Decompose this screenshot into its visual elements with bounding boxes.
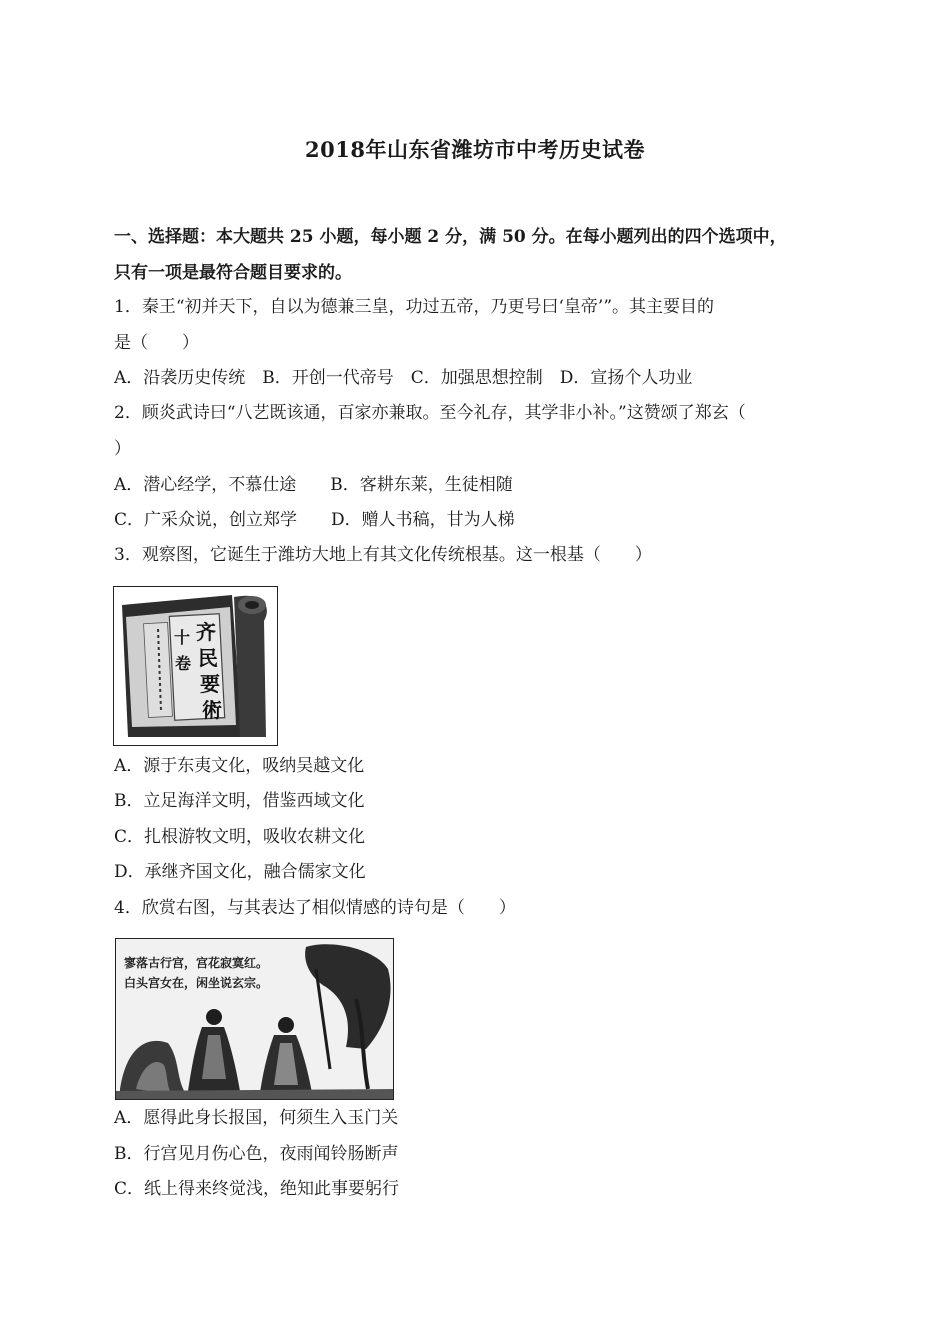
palace-ladies-illustration bbox=[116, 939, 393, 1099]
q2-options-row1: A．潜心经学，不慕仕途 B．客耕东莱，生徒相随 bbox=[114, 475, 513, 495]
q2-stem-line2: ） bbox=[114, 439, 131, 459]
book-title-char-4: 術 bbox=[202, 698, 222, 722]
q4-option-a: A．愿得此身长报国，何须生入玉门关 bbox=[114, 1108, 399, 1128]
book-title-char-3: 要 bbox=[200, 672, 220, 696]
poem-line-1: 寥落古行宫，宫花寂寞红。 bbox=[124, 956, 269, 970]
q4-option-b: B．行宫见月伤心色，夜雨闻铃肠断声 bbox=[114, 1144, 399, 1164]
q3-option-a: A．源于东夷文化，吸纳吴越文化 bbox=[114, 756, 365, 776]
q3-option-c: C．扎根游牧文明，吸收农耕文化 bbox=[114, 827, 366, 847]
page-title: 2018年山东省潍坊市中考历史试卷 bbox=[305, 137, 645, 162]
q1-options: A．沿袭历史传统 B．开创一代帝号 C．加强思想控制 D．宣扬个人功业 bbox=[114, 368, 693, 388]
section-heading-line2: 只有一项是最符合题目要求的。 bbox=[114, 263, 352, 283]
book-title-char-1: 齐 bbox=[196, 620, 216, 644]
book-title-char-2: 民 bbox=[198, 646, 218, 670]
ancient-book-illustration bbox=[114, 587, 277, 745]
q2-options-row2: C．广采众说，创立郑学 D．赠人书稿，甘为人梯 bbox=[114, 510, 515, 530]
q1-stem-line1: 1．秦王“初并天下，自以为德兼三皇，功过五帝，乃更号曰‘皇帝’”。其主要目的 bbox=[114, 297, 715, 317]
poem-line-2: 白头宫女在，闲坐说玄宗。 bbox=[124, 976, 269, 990]
q2-stem-line1: 2．顾炎武诗曰“八艺既该通，百家亦兼取。至今礼存，其学非小补。”这赞颂了郑玄（ bbox=[114, 403, 746, 423]
q4-option-c: C．纸上得来终觉浅，绝知此事要躬行 bbox=[114, 1179, 400, 1199]
q3-book-image bbox=[113, 586, 278, 746]
q3-option-b: B．立足海洋文明，借鉴西域文化 bbox=[114, 791, 365, 811]
q4-stem: 4．欣赏右图，与其表达了相似情感的诗句是（ ） bbox=[114, 898, 516, 918]
book-volume-char-1: 十 bbox=[174, 628, 191, 647]
q3-stem: 3．观察图，它诞生于潍坊大地上有其文化传统根基。这一根基（ ） bbox=[114, 545, 652, 565]
book-volume-char-2: 卷 bbox=[175, 654, 192, 673]
section-heading-line1: 一、选择题：本大题共 25 小题，每小题 2 分，满 50 分。在每小题列出的四个选项中， bbox=[114, 227, 787, 247]
q1-stem-line2: 是（ ） bbox=[114, 333, 199, 353]
q4-palace-painting-image bbox=[115, 938, 394, 1100]
q3-option-d: D．承继齐国文化，融合儒家文化 bbox=[114, 862, 366, 882]
